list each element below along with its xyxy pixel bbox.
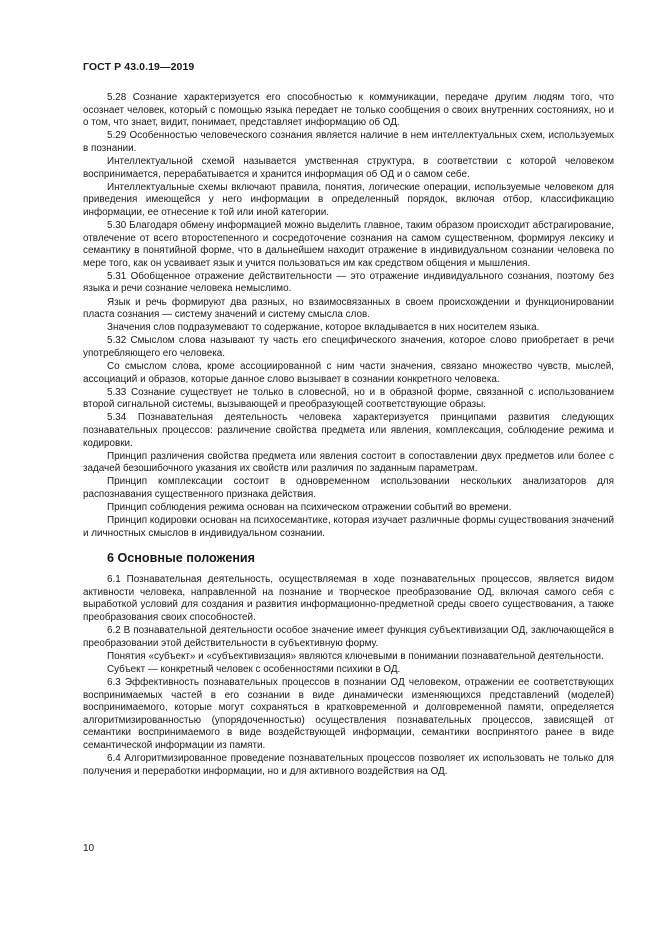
- paragraph: Принцип комплексации состоит в одновременном использовании нескольких анализаторов для распознавания существенного признака действия.: [83, 476, 614, 500]
- paragraph: Интеллектуальной схемой называется умственная структура, в соответствии с которой человеком воспринимается, перерабатывается и хранится информация об ОД и о самом себе.: [83, 155, 614, 180]
- paragraph: 5.30 Благодаря обмену информацией можно выделить главное, таким образом происходит абстрагирование, отвлечение от всего второстепенного и сосредоточение сознания на самом существенном, формируя лексику и семантику в понятийной форме, что в дальнейшем находит отражение в индивидуальном сознании человека по мере того, как он усваивает язык и учится пользоваться им как средством общения и мышления.: [83, 219, 614, 269]
- paragraph: Понятия «субъект» и «субъективизация» являются ключевыми в понимании познавательной деятельности.: [107, 650, 604, 662]
- clause-5-text: [83, 92, 614, 540]
- page-body: [83, 92, 614, 779]
- paragraph: Субъект — конкретный человек с особенностями психики в ОД.: [107, 663, 401, 675]
- page-number: 10: [83, 843, 95, 854]
- paragraph: Интеллектуальные схемы включают правила, понятия, логические операции, используемые человеком для приведения имеющейся у него информации в определенный порядок, включая отбор, классификацию информации, ее отнесение к той или иной категории.: [83, 181, 614, 218]
- section-6-text: [83, 574, 614, 778]
- paragraph: 6.2 В познавательной деятельности особое значение имеет функция субъективизации ОД, заключающейся в преобразовании этой действительности в субъективную форму.: [83, 625, 614, 649]
- paragraph: 6.3 Эффективность познавательных процессов в познании ОД человеком, отражении ее соответствующих воспринимаемых частей в его сознании в виде динамически изменяющихся представлений (моделей) воспринимаемого, которые могут сохраняться в кратковременной и долговременной памяти, определяется алгоритмизированностью (упорядоченностью) осуществления познавательных процессов, зависящей от семантики воспринимаемого в виде воздействующей информации, семантики воспринятого ранее в виде семантической информации из памяти.: [83, 677, 614, 751]
- paragraph: 5.32 Смыслом слова называют ту часть его специфического значения, которое слово приобретает в речи употребляющего его человека.: [83, 335, 614, 359]
- paragraph: 5.28 Сознание характеризуется его способностью к коммуникации, передаче другим людям того, что осознает человек, который с помощью языка передает не только сообщения о своих внутренних состояниях, но и о том, что знает, видит, понимает, представляет информацию об ОД.: [83, 92, 614, 129]
- paragraph: Принцип различения свойства предмета или явления состоит в сопоставлении двух предметов или более с задачей безошибочного указания их свойств или различия по заданным параметрам.: [83, 450, 614, 475]
- paragraph: 5.33 Сознание существует не только в словесной, но и в образной форме, связанной с использованием второй сигнальной системы, вызывающей и преобразующей соответствующие образы.: [83, 386, 614, 411]
- document-code: ГОСТ Р 43.0.19—2019: [83, 61, 195, 73]
- paragraph: Принцип соблюдения режима основан на психическом отражении событий во времени.: [107, 502, 512, 513]
- paragraph: Язык и речь формируют два разных, но взаимосвязанных в своем происхождении и функционировании пласта сознания — систему значений и систему смысла слов.: [83, 296, 614, 321]
- paragraph: Значения слов подразумевают то содержание, которое вкладывается в них носителем языка.: [107, 322, 540, 334]
- paragraph: 5.34 Познавательная деятельность человека характеризуется принципами развития следующих познавательных процессов: различение свойства предмета или явления, комплексация, соблюдение режима и кодировки.: [83, 412, 614, 449]
- paragraph: 6.4 Алгоритмизированное проведение познавательных процессов позволяет их использовать не только для получения и переработки информации, но и для активного воздействия на ОД.: [83, 753, 614, 777]
- paragraph: 5.29 Особенностью человеческого сознания является наличие в нем интеллектуальных схем, используемых в познании.: [83, 130, 614, 154]
- paragraph: Со смыслом слова, кроме ассоциированной с ним части значения, связано множество чувств, мыслей, ассоциаций и образов, которые данное слово вызывает в сознании конкретного человека.: [83, 360, 614, 385]
- paragraph: Принцип кодировки основан на психосемантике, которая изучает различные формы существования значений и личностных смыслов в индивидуальном сознании.: [83, 515, 614, 539]
- section-title: 6 Основные положения: [107, 551, 256, 566]
- paragraph: 6.1 Познавательная деятельность, осуществляемая в ходе познавательных процессов, является видом активности человека, направленной на познание и творческое преобразование ОД, включая самого себя с выработкой условий для создания и развития информационно-предметной среды своего существования, а также преобразования своих способностей.: [83, 574, 614, 624]
- paragraph: 5.31 Обобщенное отражение действительности — это отражение индивидуального сознания, поэтому без языка и речи сознание человека немыслимо.: [83, 270, 614, 295]
